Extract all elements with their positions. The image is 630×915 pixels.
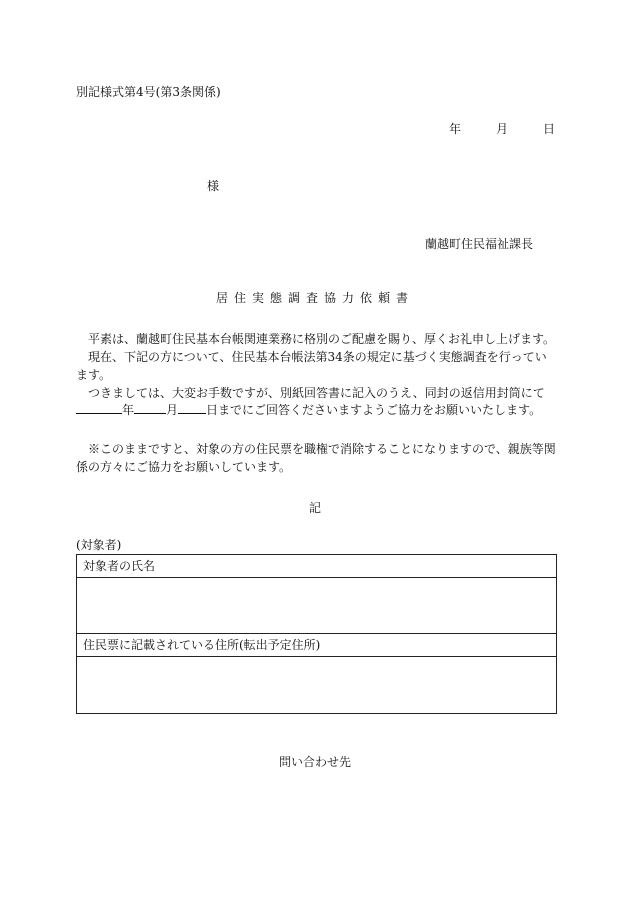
greeting-text: 平素は、蘭越町住民基本台帳関連業務に格別のご配慮を賜り、厚くお礼申し上げます。	[88, 332, 556, 346]
notice-paragraph	[76, 440, 558, 476]
name-header-cell: 対象者の氏名	[77, 555, 556, 578]
date-month-label: 月	[496, 122, 509, 136]
deadline-day-blank	[178, 413, 206, 414]
survey-paragraph	[76, 348, 558, 384]
contact-heading: 問い合わせ先	[278, 755, 351, 769]
notice-text: ※このままですと、対象の方の住民票を職権で消除することになりますので、親族等関係の方々にご協力をお願いしています。	[76, 442, 556, 474]
sender-name: 蘭越町住民福祉課長	[425, 237, 534, 251]
deadline-year-label: 年	[122, 403, 135, 417]
request-text: つきましては、大変お手数ですが、別紙回答書に記入のうえ、同封の返信用封筒にて	[88, 386, 545, 400]
deadline-line	[76, 402, 541, 418]
deadline-year-blank	[76, 413, 122, 414]
address-entry-cell[interactable]	[77, 657, 556, 713]
addressee-honorific: 様	[207, 179, 220, 193]
deadline-month-blank	[134, 413, 166, 414]
request-paragraph	[76, 384, 558, 402]
deadline-day-text: 日までにご回答くださいますようご協力をお願いいたします。	[206, 403, 542, 417]
greeting-paragraph	[76, 330, 558, 348]
survey-text: 現在、下記の方について、住民基本台帳法第34条の規定に基づく実態調査を行っています。	[76, 350, 547, 382]
deadline-month-label: 月	[166, 403, 179, 417]
form-number: 別記様式第4号(第3条関係)	[76, 85, 221, 99]
ki-heading: 記	[308, 501, 321, 515]
date-day-label: 日	[543, 122, 556, 136]
name-entry-cell[interactable]	[77, 578, 556, 634]
target-person-table	[76, 554, 557, 714]
target-person-label: (対象者)	[76, 538, 122, 552]
address-header-cell: 住民票に記載されている住所(転出予定住所)	[77, 634, 556, 657]
document-title: 居住実態調査協力依頼書	[215, 291, 414, 305]
date-year-label: 年	[449, 122, 462, 136]
